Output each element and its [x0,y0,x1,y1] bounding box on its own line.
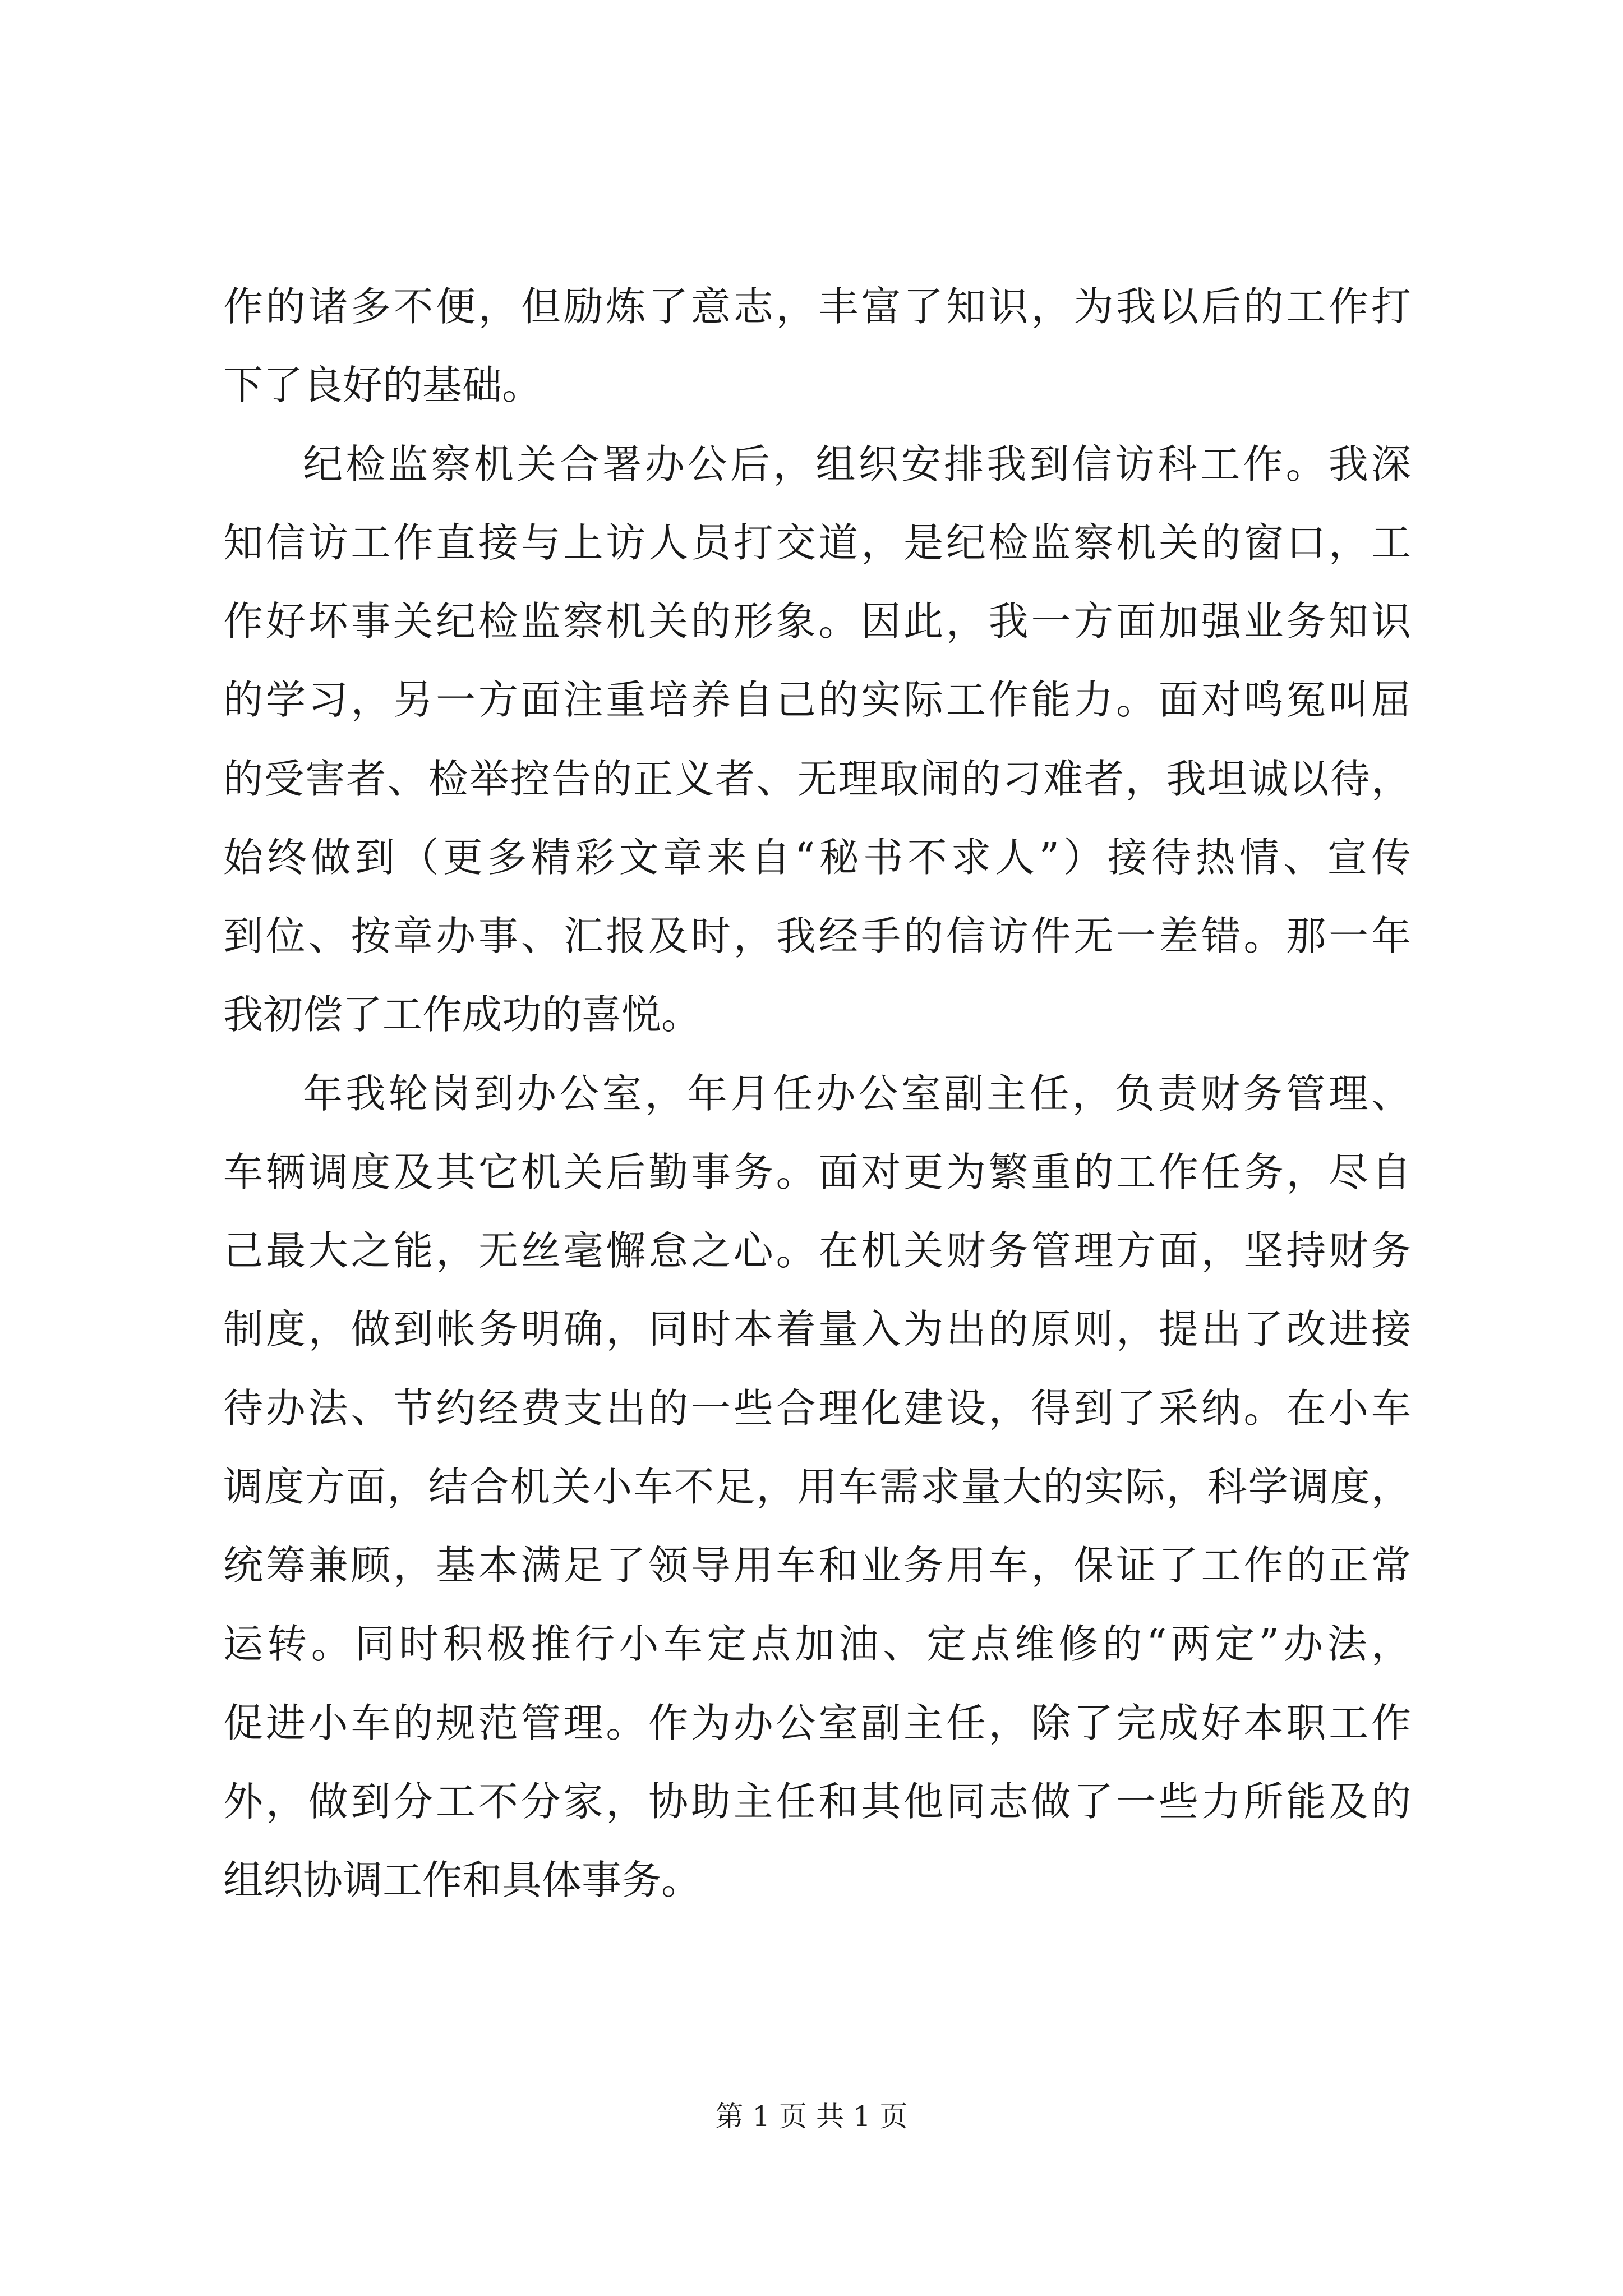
text-line: 的受害者、检举控告的正义者、无理取闹的刁难者，我坦诚以待， [223,756,1411,802]
text-line: 到位、按章办事、汇报及时，我经手的信访件无一差错。那一年 [223,913,1411,959]
text-line: 始终做到（更多精彩文章来自“秘书不求人”）接待热情、宣传 [223,834,1411,881]
text-line: 知信访工作直接与上访人员打交道，是纪检监察机关的窗口，工 [223,519,1411,566]
text-line: 纪检监察机关合署办公后，组织安排我到信访科工作。我深 [303,441,1411,487]
text-line: 年我轮岗到办公室，年月任办公室副主任，负责财务管理、 [303,1070,1411,1117]
text-line: 己最大之能，无丝毫懈怠之心。在机关财务管理方面，坚持财务 [223,1227,1411,1274]
text-line: 制度，做到帐务明确，同时本着量入为出的原则，提出了改进接 [223,1306,1411,1352]
text-line: 待办法、节约经费支出的一些合理化建设，得到了采纳。在小车 [223,1385,1411,1432]
text-line: 组织协调工作和具体事务。 [223,1857,702,1903]
text-line: 作好坏事关纪检监察机关的形象。因此，我一方面加强业务知识 [223,598,1411,645]
page-number-footer: 第 1 页 共 1 页 [715,2100,908,2133]
text-line: 调度方面，结合机关小车不足，用车需求量大的实际，科学调度， [223,1464,1411,1510]
text-line: 车辆调度及其它机关后勤事务。面对更为繁重的工作任务，尽自 [223,1149,1411,1195]
text-line: 运转。同时积极推行小车定点加油、定点维修的“两定”办法， [223,1621,1411,1667]
text-line: 促进小车的规范管理。作为办公室副主任，除了完成好本职工作 [223,1700,1411,1746]
text-line: 下了良好的基础。 [223,362,542,408]
text-line: 外，做到分工不分家，协助主任和其他同志做了一些力所能及的 [223,1778,1411,1825]
text-line: 统筹兼顾，基本满足了领导用车和业务用车，保证了工作的正常 [223,1542,1411,1589]
text-line: 作的诸多不便，但励炼了意志，丰富了知识，为我以后的工作打 [223,283,1411,330]
text-line: 的学习，另一方面注重培养自己的实际工作能力。面对鸣冤叫屈 [223,677,1411,723]
text-line: 我初偿了工作成功的喜悦。 [223,991,702,1038]
